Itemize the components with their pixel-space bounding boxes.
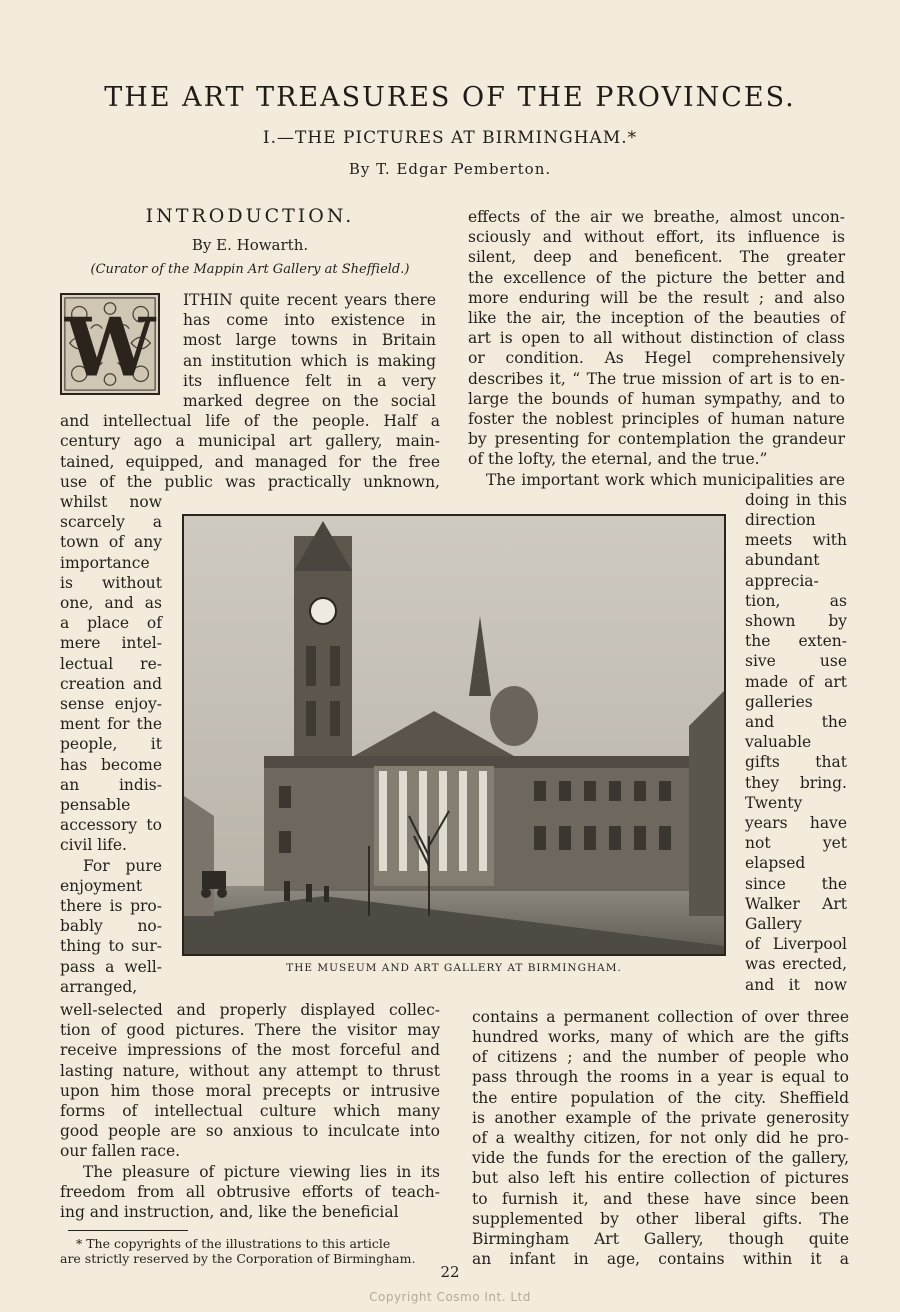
- right-column-line: apprecia-: [745, 571, 819, 590]
- left-column-line: arranged,: [60, 977, 138, 996]
- right-column-line: pass through the rooms in a year is equal to: [472, 1068, 849, 1087]
- left-column-line: civil life.: [60, 836, 127, 855]
- left-column-line: lectual re-: [60, 654, 162, 673]
- left-column-line: scarcely a: [60, 513, 162, 532]
- left-column-line: The pleasure of picture viewing lies in its: [83, 1162, 440, 1181]
- right-column-line: or condition. As Hegel comprehensively: [468, 349, 845, 368]
- right-column-line: supplemented by other liberal gifts. The: [472, 1209, 849, 1228]
- right-column-line: direction: [745, 511, 816, 529]
- right-column-line: large the bounds of human sympathy, and to: [468, 389, 845, 408]
- right-column-line: Twenty: [745, 793, 803, 812]
- introduction-author-note: (Curator of the Mappin Art Gallery at Sheffield.): [90, 262, 410, 277]
- footnote-line: are strictly reserved by the Corporation of Birmingham.: [60, 1251, 416, 1266]
- right-column-line: valuable: [745, 733, 812, 752]
- drop-cap-letter: [60, 293, 160, 395]
- museum-illustration: [182, 514, 726, 956]
- left-column-line: ITHIN quite recent years there: [183, 291, 436, 309]
- right-column-line: not yet: [745, 834, 847, 853]
- right-column-line: like the air, the inception of the beauties of: [468, 309, 845, 327]
- right-column-line: more enduring will be the result ; and also: [468, 288, 845, 307]
- right-column-line: an infant in age, contains within it a: [472, 1250, 849, 1269]
- museum-engraving: [184, 516, 724, 954]
- left-column-line: mere intel-: [60, 634, 162, 653]
- right-column-line: Walker Art: [745, 894, 847, 913]
- right-column-line: abundant: [745, 551, 820, 570]
- article-title: THE ART TREASURES OF THE PROVINCES.: [104, 82, 796, 113]
- footnote-rule: [68, 1230, 188, 1231]
- left-column-line: pensable: [60, 796, 131, 814]
- right-column-line: tion, as: [745, 591, 847, 610]
- drop-cap-glyph: W: [64, 300, 156, 393]
- right-column-line: and it now: [745, 975, 847, 994]
- left-column-line: its influence felt in a very: [183, 371, 436, 390]
- left-column-line: marked degree on the social: [183, 392, 436, 410]
- left-column-line: pass a well-: [60, 957, 162, 976]
- article-subtitle: I.—THE PICTURES AT BIRMINGHAM.*: [262, 128, 638, 148]
- left-column-line: has come into existence in: [183, 311, 436, 330]
- right-column-line: gifts that: [745, 753, 847, 772]
- left-column-line: people, it: [60, 735, 162, 754]
- right-column-line: contains a permanent collection of over three: [472, 1007, 849, 1026]
- left-column-line: century ago a municipal art gallery, main-: [60, 432, 440, 451]
- article-byline: By T. Edgar Pemberton.: [348, 160, 552, 178]
- left-column-line: one, and as: [60, 594, 162, 612]
- figure-caption: THE MUSEUM AND ART GALLERY AT BIRMINGHAM.: [286, 962, 622, 974]
- left-column-line: use of the public was practically unknown,: [60, 472, 440, 491]
- right-column-line: the exten-: [745, 632, 847, 651]
- drop-cap-ornament: [62, 295, 158, 393]
- page-number: 22: [440, 1263, 460, 1281]
- right-column-line: of Liverpool: [745, 935, 847, 954]
- right-column-line: of a wealthy citizen, for not only did he pro-: [472, 1129, 849, 1147]
- left-column-line: most large towns in Britain: [183, 331, 436, 350]
- right-column-line: of the lofty, the eternal, and the true.”: [468, 450, 768, 469]
- right-column-line: describes it, “ The true mission of art is to en-: [468, 369, 845, 388]
- left-column-line: and intellectual life of the people. Half a: [60, 412, 440, 431]
- left-column-line: receive impressions of the most forceful and: [60, 1041, 440, 1060]
- left-column-line: accessory to: [60, 816, 162, 835]
- left-column-line: importance: [60, 553, 150, 572]
- right-column-line: of citizens ; and the number of people who: [472, 1048, 849, 1067]
- left-column-line: there is pro-: [60, 897, 162, 915]
- right-column-line: Birmingham Art Gallery, though quite: [472, 1230, 849, 1248]
- right-column-line: silent, deep and beneficent. The greater: [468, 248, 845, 267]
- left-column-line: bably no-: [60, 917, 162, 936]
- left-column-line: an indis-: [60, 775, 162, 794]
- right-column-line: and the: [745, 713, 847, 731]
- right-column-line: the excellence of the picture the better and: [468, 268, 845, 287]
- left-column-line: forms of intellectual culture which many: [60, 1102, 440, 1120]
- left-column-line: an institution which is making: [183, 351, 436, 370]
- left-column-line: For pure: [83, 856, 162, 875]
- right-column-line: sciously and without effort, its influence is: [468, 228, 845, 247]
- left-column-line: ment for the: [60, 715, 162, 734]
- left-column-line: creation and: [60, 674, 162, 693]
- left-column-line: good people are so anxious to inculcate into: [60, 1122, 440, 1141]
- right-column-line: art is open to all without distinction of class: [468, 329, 845, 348]
- right-column-line: galleries: [745, 692, 813, 711]
- right-column-line: by presenting for contemplation the grandeur: [468, 430, 845, 449]
- introduction-heading: INTRODUCTION.: [145, 205, 355, 227]
- left-column-line: whilst now: [60, 493, 162, 511]
- right-column-line: since the: [745, 874, 847, 893]
- right-column-line: shown by: [745, 612, 847, 630]
- left-column-line: sense enjoy-: [60, 695, 162, 713]
- right-column-line: Gallery: [745, 915, 802, 933]
- right-column-line: sive use: [745, 652, 847, 671]
- left-column-line: upon him those moral precepts or intrusive: [60, 1081, 440, 1100]
- left-column-line: freedom from all obtrusive efforts of teach-: [60, 1182, 440, 1201]
- right-column-line: hundred works, many of which are the gifts: [472, 1028, 849, 1046]
- right-column-line: The important work which municipalities are: [486, 470, 845, 489]
- right-column-line: vide the funds for the erection of the gallery,: [472, 1149, 849, 1168]
- introduction-author: By E. Howarth.: [191, 236, 309, 254]
- left-column-line: well-selected and properly displayed collec-: [60, 1001, 440, 1019]
- right-column-line: was erected,: [745, 955, 847, 974]
- left-column-line: tion of good pictures. There the visitor may: [60, 1021, 440, 1040]
- left-column-line: tained, equipped, and managed for the free: [60, 452, 440, 471]
- right-column-line: made of art: [745, 672, 847, 691]
- left-column-line: thing to sur-: [60, 937, 162, 956]
- left-column-line: enjoyment: [60, 876, 143, 895]
- right-column-line: elapsed: [745, 854, 806, 873]
- right-column-line: but also left his entire collection of pictures: [472, 1169, 849, 1188]
- left-column-line: a place of: [60, 614, 162, 633]
- copyright-watermark: Copyright Cosmo Int. Ltd: [369, 1290, 531, 1304]
- right-column-line: doing in this: [745, 490, 847, 509]
- right-column-line: to furnish it, and these have since been: [472, 1189, 849, 1208]
- left-column-line: lasting nature, without any attempt to thrust: [60, 1061, 440, 1080]
- left-column-line: is without: [60, 573, 162, 592]
- left-column-line: our fallen race.: [60, 1142, 181, 1161]
- right-column-line: effects of the air we breathe, almost uncon-: [468, 208, 845, 226]
- right-column-line: foster the noblest principles of human nature: [468, 410, 845, 428]
- left-column-line: has become: [60, 755, 162, 774]
- right-column-line: they bring.: [745, 773, 847, 792]
- footnote-line: * The copyrights of the illustrations to this article: [76, 1236, 391, 1251]
- left-column-line: town of any: [60, 533, 162, 552]
- right-column-line: years have: [745, 814, 847, 832]
- right-column-line: the entire population of the city. Sheffield: [472, 1088, 849, 1107]
- right-column-line: meets with: [745, 531, 847, 550]
- left-column-line: ing and instruction, and, like the beneficial: [60, 1203, 399, 1221]
- right-column-line: is another example of the private generosity: [472, 1108, 849, 1127]
